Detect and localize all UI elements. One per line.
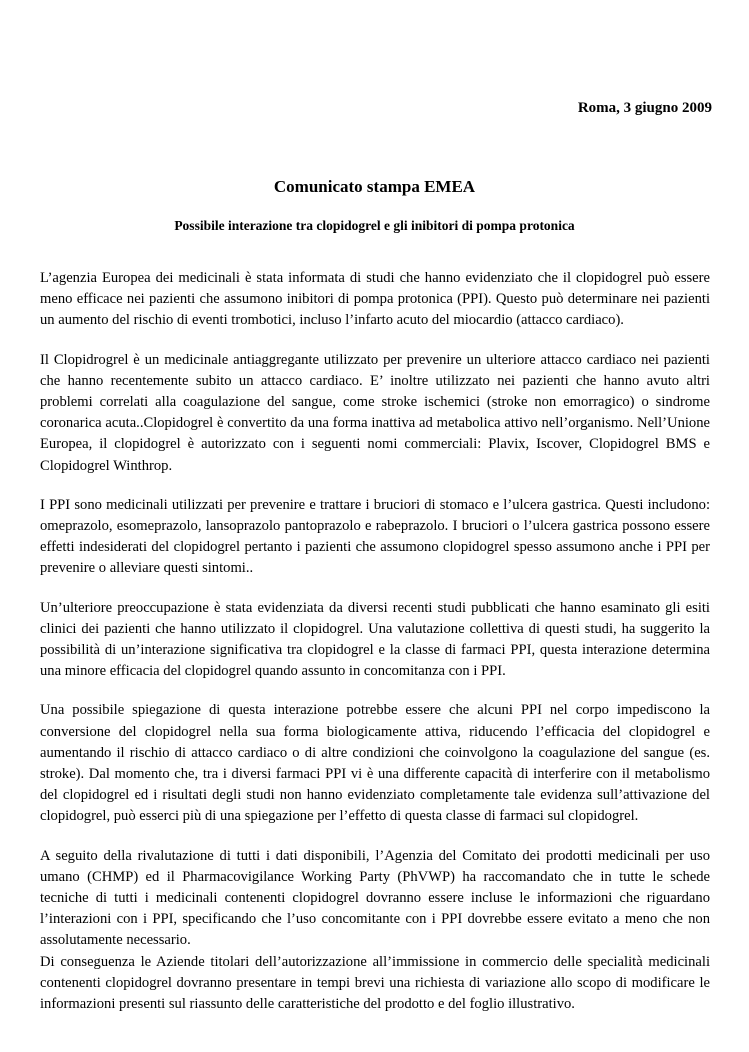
paragraph-recommendation: A seguito della rivalutazione di tutti i dati disponibili, l’Agenzia del Comitato dei prodotti medicinali per uso umano (CHMP) ed il Pharmacovigilance Working Party (PhVWP) ha raccomandato che in tutte le schede tecniche di tutti i medicinali contenenti clopidogrel dovranno essere incluse le informazioni che riguardano l’interazioni con i PPI, specificando che l’uso concomitante con i PPI dovrebbe essere evitato a meno che non assolutamente necessario. <box>40 847 710 949</box>
document-date: Roma, 3 giugno 2009 <box>577 100 712 116</box>
paragraph-clopidogrel: Il Clopidrogrel è un medicinale antiaggregante utilizzato per prevenire un ulteriore attacco cardiaco nei pazienti che hanno recentemente subito un attacco cardiaco. E’ inoltre utilizzato nei pazienti che hanno avuto altri problemi correlati alla coagulazione del sangue, come stroke ischemici (stroke non emorragico) o sindrome coronarica acuta..Clopidogrel è convertito da una forma inattiva ad metabolica attivo nell’organismo. Nell’Unione Europea, il clopidogrel è autorizzato con i seguenti nomi commerciali: Plavix, Iscover, Clopidogrel BMS e Clopidogrel Winthrop. <box>40 351 710 474</box>
paragraph-explanation: Una possibile spiegazione di questa interazione potrebbe essere che alcuni PPI nel corpo impediscono la conversione del clopidogrel nella sua forma biologicamente attiva, riducendo l’efficacia del clopidogrel e aumentando il rischio di attacco cardiaco o di altre condizioni che coinvolgono la coagulazione del sangue (es. stroke). Dal momento che, tra i diversi farmaci PPI vi è una differente capacità di interferire con il metabolismo del clopidogrel ed i risultati degli studi non hanno evidenziato completamente tale evidenza sull’attivazione del clopidogrel, può esserci più di una spiegazione per l’effetto di questa classe di farmaci sul clopidogrel. <box>40 702 710 825</box>
document-title: Comunicato stampa EMEA <box>273 177 476 196</box>
paragraph-consequence: Di conseguenza le Aziende titolari dell’autorizzazione all’immissione in commercio delle specialità medicinali contenenti clopidogrel dovranno presentare in tempi brevi una richiesta di variazione allo scopo di modificare le informazioni presenti sul riassunto delle caratteristiche del prodotto e del foglio illustrativo. <box>40 953 710 1013</box>
paragraph-studies: Un’ulteriore preoccupazione è stata evidenziata da diversi recenti studi pubblicati che hanno esaminato gli esiti clinici dei pazienti che hanno utilizzato il clopidogrel. Una valutazione collettiva di questi studi, ha suggerito la possibilità di un’interazione significativa tra clopidogrel e la classe di farmaci PPI, questa interazione determina una minore efficacia del clopidogrel quando assunto in concomitanza con i PPI. <box>40 599 710 680</box>
paragraph-intro: L’agenzia Europea dei medicinali è stata informata di studi che hanno evidenziato che il clopidogrel può essere meno efficace nei pazienti che assumono inibitori di pompa protonica (PPI). Questo può determinare nei pazienti un aumento del rischio di eventi trombotici, incluso l’infarto acuto del miocardio (attacco cardiaco). <box>40 270 710 329</box>
paragraph-ppi: I PPI sono medicinali utilizzati per prevenire e trattare i bruciori di stomaco e l’ulcera gastrica. Questi includono: omeprazolo, esomeprazolo, lansoprazolo pantoprazolo e rabeprazolo. I bruciori o l’ulcera gastrica possono essere effetti indesiderati del clopidogrel pertanto i pazienti che assumono clopidogrel spesso assumono anche i PPI per prevenire o alleviare questi sintomi.. <box>40 496 710 577</box>
document-body <box>40 268 710 1015</box>
document-subtitle: Possibile interazione tra clopidogrel e gli inibitori di pompa protonica <box>174 218 575 233</box>
